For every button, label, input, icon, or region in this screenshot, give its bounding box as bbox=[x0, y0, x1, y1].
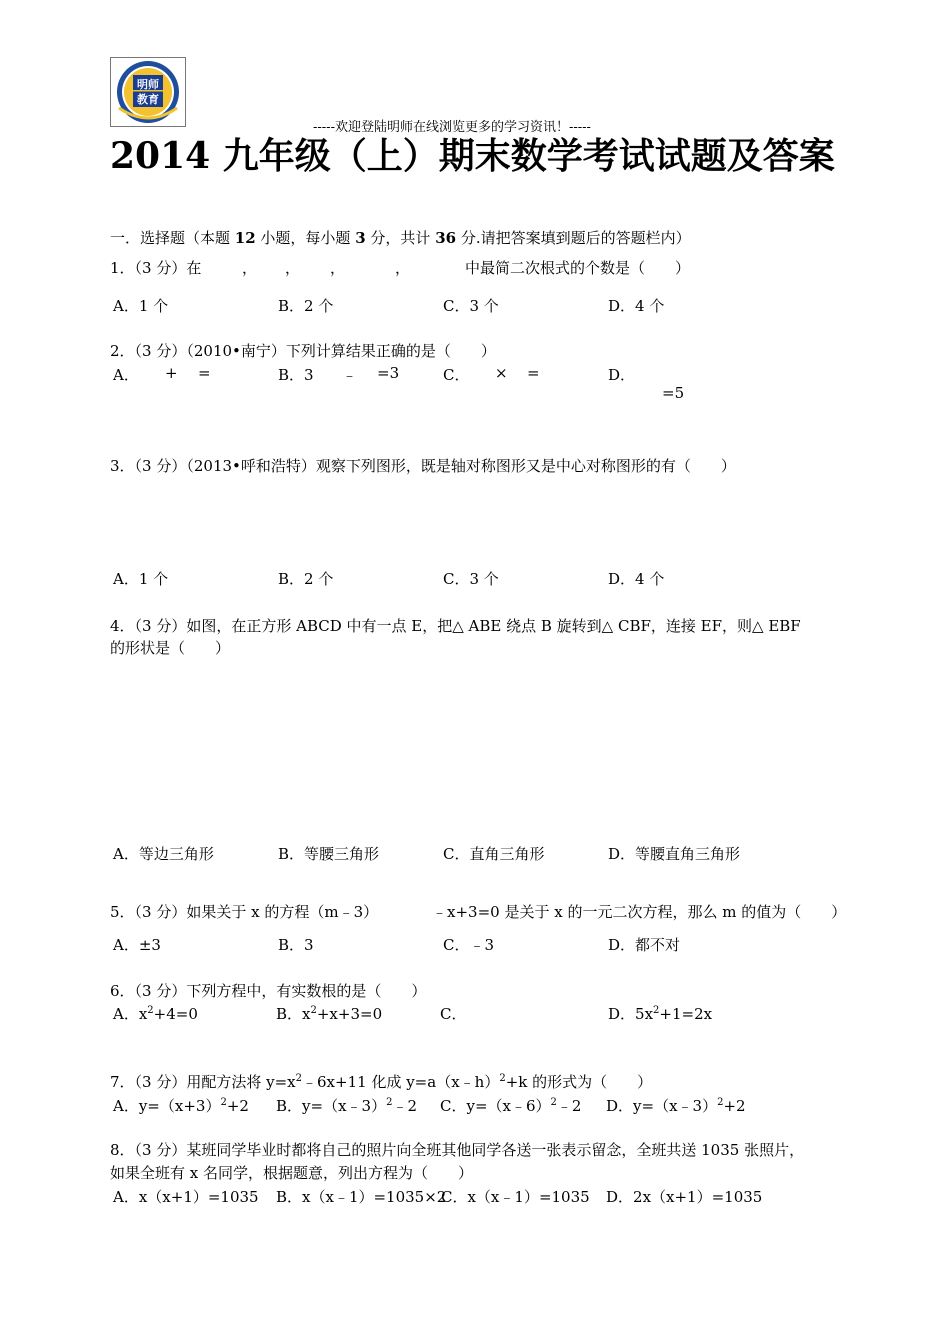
q5-option-d: D．都不对 bbox=[608, 936, 681, 954]
logo-text-top: 明师 bbox=[137, 78, 159, 91]
q5-stem-b: ﹣x+3=0 是关于 x 的一元二次方程，那么 m 的值为（ ） bbox=[432, 903, 847, 921]
exponent: 2 bbox=[295, 1073, 303, 1084]
q7-option-d-text: D．y=（x﹣3） bbox=[606, 1097, 718, 1115]
q2-option-b-minus: ﹣ bbox=[342, 366, 358, 384]
q1-comma: ， bbox=[330, 259, 346, 277]
q2-option-b-text: B．3 bbox=[278, 366, 314, 384]
q8-stem-line1: 8．（3 分）某班同学毕业时都将自己的照片向全班其他同学各送一张表示留念，全班共送 1035 张照片， bbox=[110, 1141, 805, 1159]
q4-option-c: C．直角三角形 bbox=[443, 845, 545, 863]
q2-option-b-eq: =3 bbox=[377, 364, 400, 382]
q7-stem-b: ﹣6x+11 化成 y=a（x﹣h） bbox=[302, 1073, 500, 1091]
q1-stem-a: 1．（3 分）在 bbox=[110, 259, 202, 277]
q2-option-a-eq: = bbox=[198, 364, 211, 382]
q5-stem-a: 5．（3 分）如果关于 x 的方程（m﹣3） bbox=[110, 903, 379, 921]
exponent: 2 bbox=[499, 1073, 506, 1084]
q7-stem bbox=[110, 1071, 652, 1092]
q1-comma: ， bbox=[285, 259, 301, 277]
q1-comma: ， bbox=[242, 259, 258, 277]
section-text: 小题，每小题 bbox=[255, 229, 356, 247]
q8-option-d: D．2x（x+1）=1035 bbox=[606, 1188, 763, 1206]
q2-option-c-eq: = bbox=[527, 364, 540, 382]
exponent: 2 bbox=[147, 1005, 154, 1016]
q7-option-c-text: C．y=（x﹣6） bbox=[440, 1097, 551, 1115]
exponent: 2 bbox=[550, 1097, 557, 1108]
header-slogan: -----欢迎登陆明师在线浏览更多的学习资讯！----- bbox=[313, 120, 591, 135]
q3-stem: 3．（3 分）（2013•呼和浩特）观察下列图形，既是轴对称图形又是中心对称图形的有（ ） bbox=[110, 457, 736, 475]
q2-stem: 2．（3 分）（2010•南宁）下列计算结果正确的是（ ） bbox=[110, 342, 496, 360]
q5-option-a: A．±3 bbox=[113, 936, 161, 954]
q1-stem-b: 中最简二次根式的个数是（ ） bbox=[465, 259, 691, 277]
q8-stem-line2: 如果全班有 x 名同学，根据题意，列出方程为（ ） bbox=[110, 1164, 473, 1182]
q5-option-c: C．﹣3 bbox=[443, 936, 495, 954]
q7-option-b bbox=[276, 1095, 417, 1116]
q6-stem: 6．（3 分）下列方程中，有实数根的是（ ） bbox=[110, 982, 427, 1000]
q6-option-d bbox=[608, 1003, 712, 1024]
q6-option-b-rest: +x+3=0 bbox=[316, 1005, 383, 1023]
q7-option-c bbox=[440, 1095, 581, 1116]
page-title: 2014 九年级（上）期末数学考试试题及答案 bbox=[110, 135, 835, 177]
q7-option-b-text: B．y=（x﹣3） bbox=[276, 1097, 387, 1115]
q7-option-a bbox=[113, 1095, 249, 1116]
q6-option-a bbox=[113, 1003, 198, 1024]
q7-option-d-rest: +2 bbox=[723, 1097, 746, 1115]
q7-option-c-rest: ﹣2 bbox=[556, 1097, 582, 1115]
exponent: 2 bbox=[310, 1005, 317, 1016]
q8-option-a: A．x（x+1）=1035 bbox=[113, 1188, 259, 1206]
q1-option-c: C．3 个 bbox=[443, 297, 499, 315]
q4-stem-line1: 4．（3 分）如图，在正方形 ABCD 中有一点 E，把△ ABE 绕点 B 旋转到△ CBF，连接 EF，则△ EBF bbox=[110, 617, 801, 635]
q7-option-a-text: A．y=（x+3） bbox=[113, 1097, 221, 1115]
q7-option-a-rest: +2 bbox=[226, 1097, 249, 1115]
q2-option-d-label: D． bbox=[608, 366, 636, 384]
q8-option-b: B．x（x﹣1）=1035×2 bbox=[276, 1188, 447, 1206]
q4-stem-line2: 的形状是（ ） bbox=[110, 639, 231, 657]
q7-option-d bbox=[606, 1095, 746, 1116]
q2-option-a-label: A． bbox=[113, 366, 139, 384]
q6-option-a-text: A．x bbox=[113, 1005, 148, 1023]
q6-option-b bbox=[276, 1003, 382, 1024]
q3-option-b: B．2 个 bbox=[278, 570, 334, 588]
q1-option-a: A．1 个 bbox=[113, 297, 169, 315]
q6-option-b-text: B．x bbox=[276, 1005, 311, 1023]
q3-option-c: C．3 个 bbox=[443, 570, 499, 588]
exponent: 2 bbox=[717, 1097, 724, 1108]
section-text: 分.请把答案填到题后的答题栏内） bbox=[456, 229, 691, 247]
q4-option-b: B．等腰三角形 bbox=[278, 845, 380, 863]
q6-option-a-rest: +4=0 bbox=[153, 1005, 198, 1023]
school-logo bbox=[110, 57, 186, 127]
exponent: 2 bbox=[386, 1097, 393, 1108]
q8-option-c: C．x（x﹣1）=1035 bbox=[441, 1188, 590, 1206]
q1-option-d: D．4 个 bbox=[608, 297, 665, 315]
section-text: 分，共计 bbox=[365, 229, 436, 247]
section-text: 一．选择题（本题 bbox=[110, 229, 235, 247]
q2-option-c-times: × bbox=[495, 364, 508, 382]
q1-option-b: B．2 个 bbox=[278, 297, 334, 315]
school-seal-icon bbox=[111, 58, 185, 126]
q6-option-d-text: D．5x bbox=[608, 1005, 654, 1023]
q6-option-d-rest: +1=2x bbox=[659, 1005, 713, 1023]
q7-option-b-rest: ﹣2 bbox=[392, 1097, 417, 1115]
exponent: 2 bbox=[220, 1097, 227, 1108]
question-count: 12 bbox=[234, 229, 256, 247]
q2-option-a-plus: + bbox=[165, 364, 178, 382]
points-total: 36 bbox=[435, 229, 457, 247]
q6-option-c: C． bbox=[440, 1005, 467, 1023]
q7-stem-c: +k 的形式为（ ） bbox=[505, 1073, 653, 1091]
q1-comma: ， bbox=[395, 259, 411, 277]
q5-option-b: B．3 bbox=[278, 936, 314, 954]
q3-option-a: A．1 个 bbox=[113, 570, 169, 588]
points-each: 3 bbox=[355, 229, 366, 247]
exponent: 2 bbox=[653, 1005, 660, 1016]
q7-stem-a: 7．（3 分）用配方法将 y=x bbox=[110, 1073, 296, 1091]
q4-option-d: D．等腰直角三角形 bbox=[608, 845, 741, 863]
q4-option-a: A．等边三角形 bbox=[113, 845, 214, 863]
section-heading bbox=[110, 227, 691, 248]
q2-option-d-eq: =5 bbox=[662, 384, 685, 402]
q3-option-d: D．4 个 bbox=[608, 570, 665, 588]
q2-option-c-label: C． bbox=[443, 366, 470, 384]
logo-text-bottom: 教育 bbox=[137, 93, 159, 106]
